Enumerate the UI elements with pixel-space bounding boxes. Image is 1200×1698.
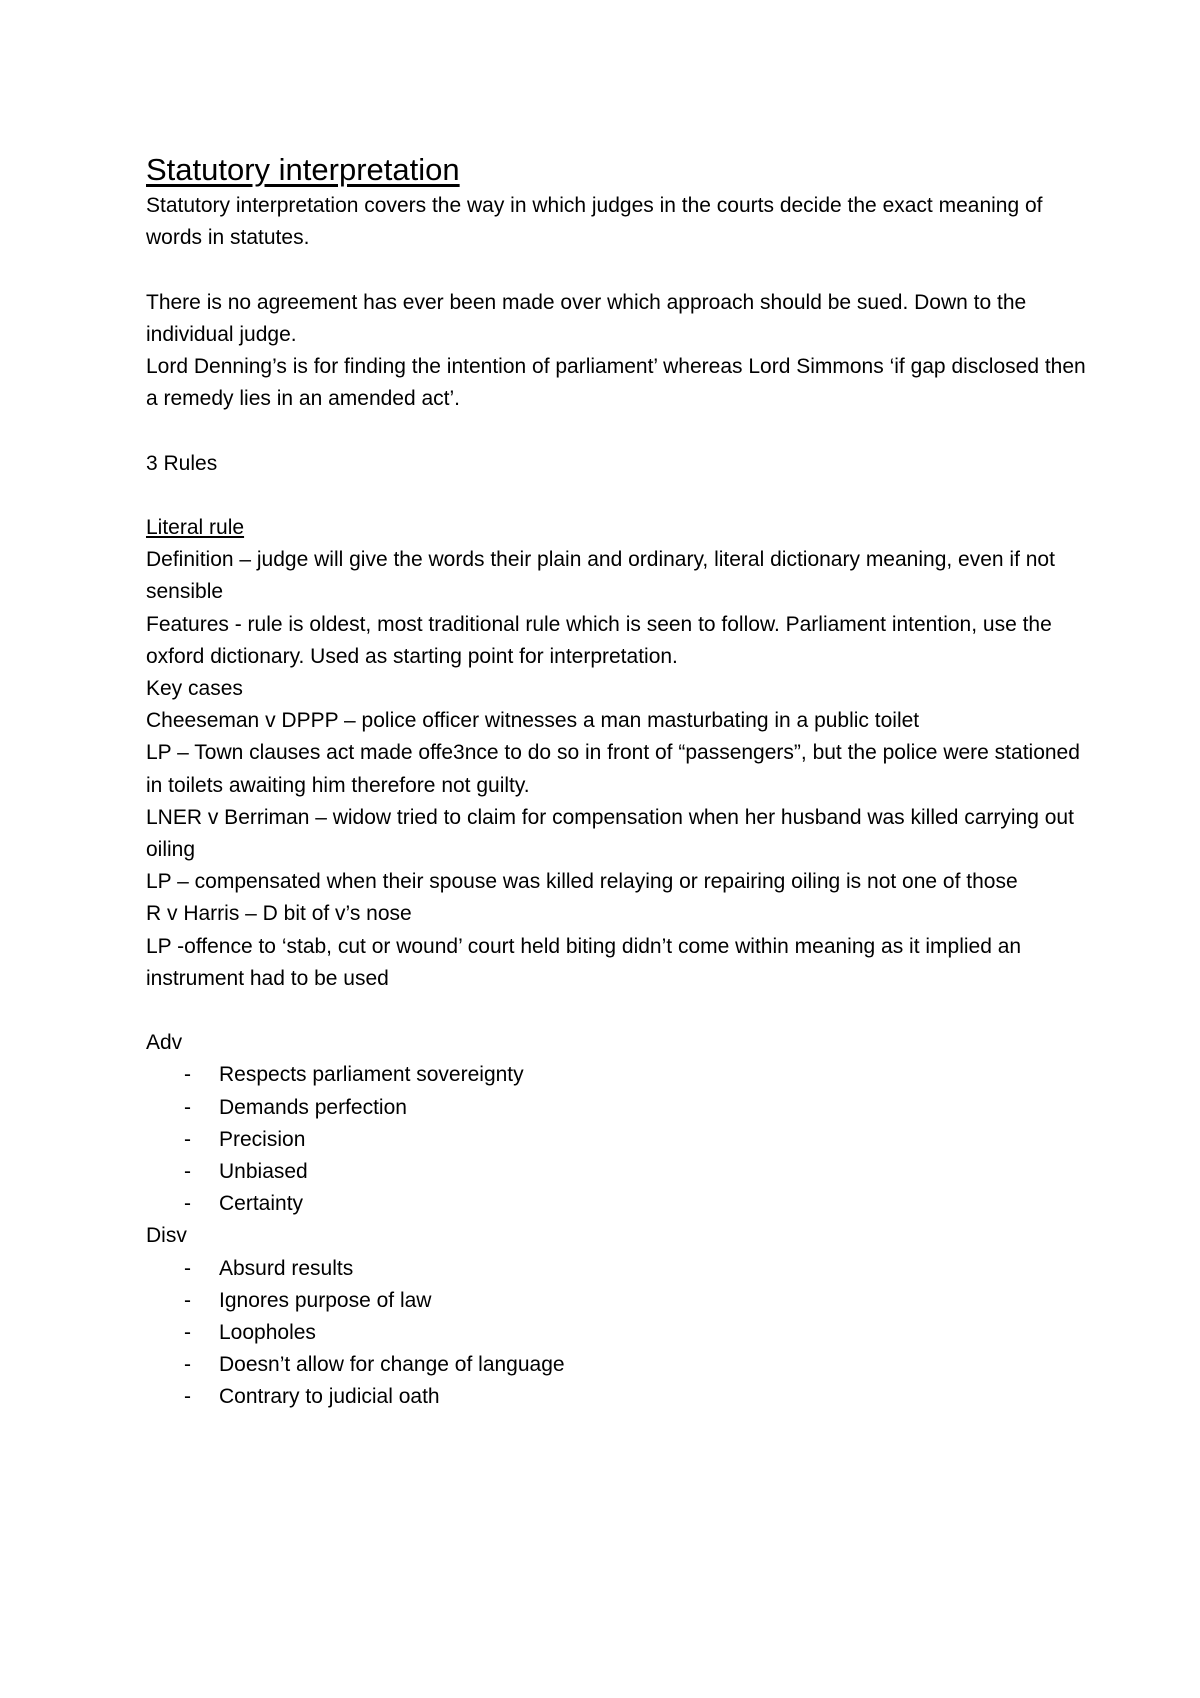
disadvantages-list [146,1253,1086,1414]
spacer [146,254,1086,286]
list-item: - Demands perfection [219,1092,1086,1124]
list-item: - Respects parliament sovereignty [219,1059,1086,1091]
page-title: Statutory interpretation [146,152,460,187]
list-item: - Certainty [219,1188,1086,1220]
literal-features: Features - rule is oldest, most traditional rule which is seen to follow. Parliament intention, use the oxford dictionary. Used as starting point for interpretation. [146,612,1052,668]
agreement-paragraph: There is no agreement has ever been made over which approach should be sued. Down to the individual judge. [146,290,1027,346]
spacer [146,415,1086,447]
key-cases-label: Key cases [146,677,243,700]
list-item: - Doesn’t allow for change of language [219,1349,1086,1381]
literal-definition: Definition – judge will give the words their plain and ordinary, literal dictionary meaning, even if not sensible [146,548,1055,604]
advantages-label: Adv [146,1031,183,1055]
document-body [146,150,1086,1414]
spacer [146,480,1086,512]
list-item: - Unbiased [219,1156,1086,1188]
case-line: LP – compensated when their spouse was killed relaying or repairing oiling is not one of those [146,870,1018,894]
disadvantages-label: Disv [146,1224,187,1248]
intro-paragraph: Statutory interpretation covers the way in which judges in the courts decide the exact meaning of words in statutes. [146,194,1043,250]
case-line: LP – Town clauses act made offe3nce to do so in front of “passengers”, but the police were stationed in toilets awaiting him therefore not guilty. [146,741,1080,797]
case-line: Cheeseman v DPPP – police officer witnesses a man masturbating in a public toilet [146,709,920,733]
denning-paragraph: Lord Denning’s is for finding the intention of parliament’ whereas Lord Simmons ‘if gap disclosed then a remedy lies in an amended act’. [146,355,1086,411]
case-line: R v Harris – D bit of v’s nose [146,902,412,926]
spacer [146,995,1086,1027]
list-item: - Loopholes [219,1317,1086,1349]
literal-rule-heading: Literal rule [146,515,245,539]
list-item: - Precision [219,1124,1086,1156]
case-line: LNER v Berriman – widow tried to claim for compensation when her husband was killed carrying out oiling [146,805,1074,862]
list-item: - Absurd results [219,1253,1086,1285]
rules-count: 3 Rules [146,451,218,475]
list-item: - Contrary to judicial oath [219,1381,1086,1413]
advantages-list [146,1059,1086,1220]
case-line: LP -offence to ‘stab, cut or wound’ court held biting didn’t come within meaning as it implied an instrument had to be used [146,934,1022,990]
list-item: - Ignores purpose of law [219,1285,1086,1317]
